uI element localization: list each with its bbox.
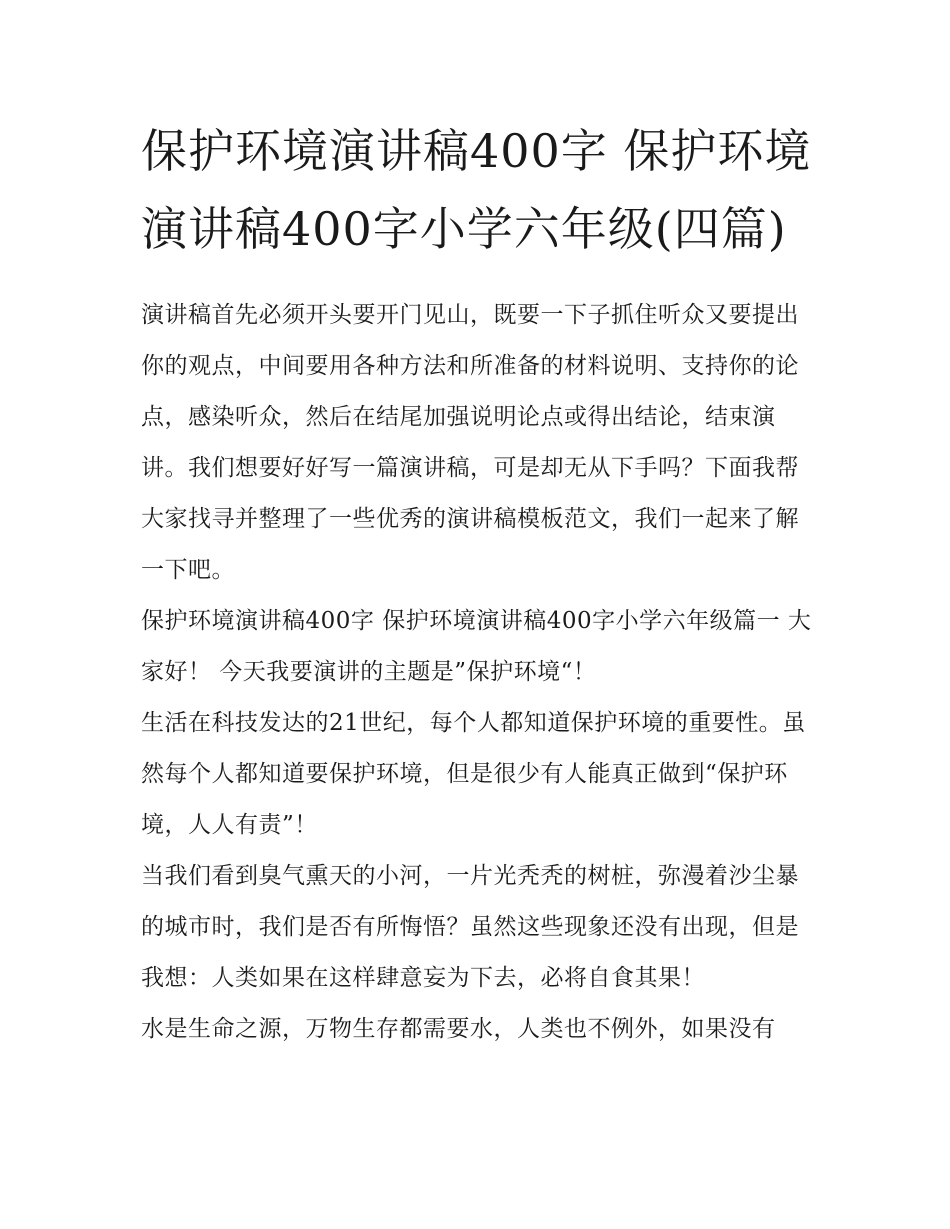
body-paragraph: 当我们看到臭气熏天的小河，一片光秃秃的树桩，弥漫着沙尘暴的城市时，我们是否有所悔悟？虽然这些现象还没有出现，但是我想：人类如果在这样肆意妄为下去，必将自食其果！ <box>141 863 799 991</box>
body-paragraph: 水是生命之源，万物生存都需要水，人类也不例外，如果没有 <box>141 1016 776 1042</box>
section-heading-paragraph: 保护环境演讲稿400字 保护环境演讲稿400字小学六年级篇一 大家好！ 今天我要演讲的主题是”保护环境“！ <box>141 608 812 685</box>
intro-paragraph: 演讲稿首先必须开头要开门见山，既要一下子抓住听众又要提出你的观点，中间要用各种方法和所准备的材料说明、支持你的论点，感染听众，然后在结尾加强说明论点或得出结论，结束演讲。我们想要好好写一篇演讲稿，可是却无从下手吗？下面我帮大家找寻并整理了一些优秀的演讲稿模板范文，我们一起来了解一下吧。 <box>141 302 799 583</box>
document-body <box>141 112 813 1055</box>
document-title: 保护环境演讲稿400字 保护环境演讲稿400字小学六年级(四篇) <box>141 124 812 256</box>
body-paragraph: 生活在科技发达的21世纪，每个人都知道保护环境的重要性。虽然每个人都知道要保护环境，但是很少有人能真正做到“保护环境，人人有责”！ <box>141 710 806 838</box>
